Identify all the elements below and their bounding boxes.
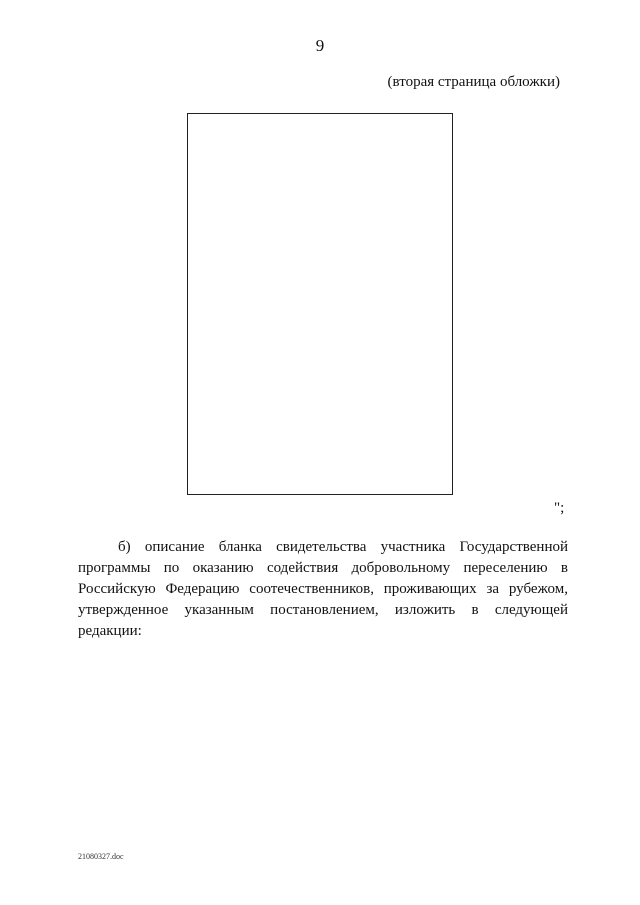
- cover-caption: (вторая страница обложки): [387, 74, 560, 90]
- cover-page-frame: [187, 113, 453, 495]
- body-paragraph-text: б) описание бланка свидетельства участника Государственной программы по оказанию содействия добровольному переселению в Российскую Федерацию соотечественников, проживающих за рубежом, утвержденное указанным постановлением, изложить в следующей редакции:: [78, 539, 568, 639]
- closing-quote: ";: [554, 500, 565, 516]
- page-number: 9: [315, 36, 325, 55]
- body-paragraph: [78, 537, 568, 642]
- document-reference: 21080327.doc: [78, 852, 124, 861]
